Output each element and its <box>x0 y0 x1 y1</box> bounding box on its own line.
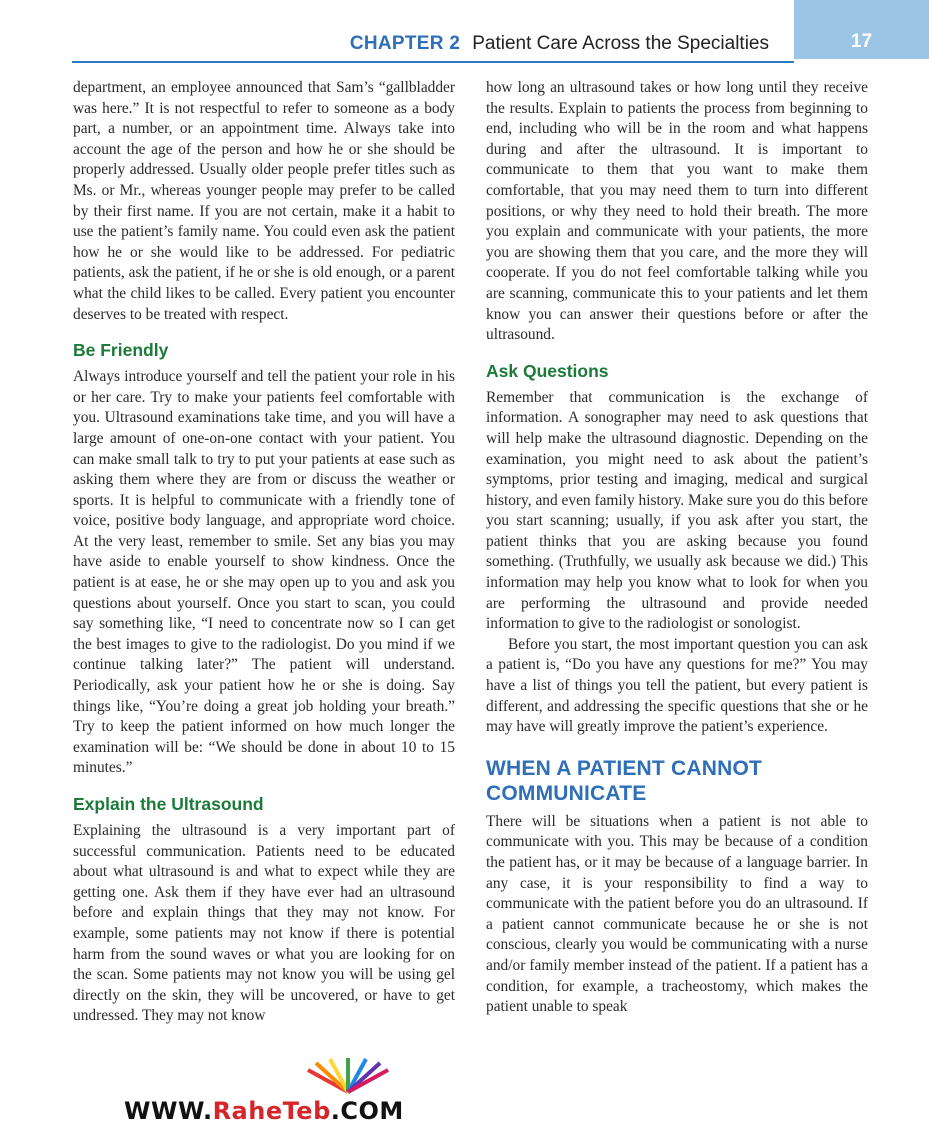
left-column <box>73 78 455 1027</box>
book-fan-icon <box>302 1058 394 1094</box>
watermark-brand: RaheTeb <box>212 1097 331 1125</box>
cannot-communicate-paragraph: There will be situations when a patient is not able to communicate with you. This may be because of a condition the patient has, or it may be because of a language barrier. In any case, it is your responsibility to find a way to communicate with the patient before you do an ultrasound. If a patient cannot communicate because he or she is not conscious, clearly you would be communicating with a nurse and/or family member instead of the patient. If a patient has a condition, for example, a tracheostomy, which makes the patient unable to speak <box>486 812 868 1016</box>
continued-paragraph: how long an ultrasound takes or how long until they receive the results. Explain to patients the process from beginning to end, including who will be in the room and what happens during and after the ultrasound. It is important to communicate to them that you want to make them comfortable, that you may need them to turn into different positions, or why they need to hold their breath. The more you explain and communicate with your patients, the more you are showing them that you care, and the more they will cooperate. If you do not feel comfortable talking while you are scanning, communicate this to your patients and let them know you can answer their questions before or after the ultrasound. <box>486 79 868 344</box>
page-number: 17 <box>850 31 873 52</box>
ask-questions-paragraph-1: Remember that communication is the exchange of information. A sonographer may need to ask questions that will help make the ultrasound diagnostic. Depending on the examination, you might need to ask about the patient’s symptoms, prior testing and imaging, medical and surgical history, and even family history. Make sure you do this before you start scanning; usually, if you ask after you start, the patient thinks that you are asking because you found something. (Truthfully, we usually ask because we did.) This information may help you know what to look for when you are performing the ultrasound and provide needed information to give to the radiologist or sonologist. <box>486 388 868 633</box>
explain-ultrasound-paragraph: Explaining the ultrasound is a very important part of successful communication. Patients need to be educated about what ultrasound is and what to expect while they are getting one. Ask them if they have ever had an ultrasound before and explain things that they may not know. For example, some patients may not know if there is potential harm from the sound waves or what you are looking for on the scan. Some patients may not know you will be using gel directly on the skin, they will be uncovered, or have to get undressed. They may not know <box>73 822 455 1025</box>
be-friendly-heading: Be Friendly <box>73 340 169 361</box>
watermark <box>124 1058 414 1138</box>
chapter-title: Patient Care Across the Specialties <box>472 33 769 54</box>
running-header <box>350 33 769 55</box>
chapter-label: CHAPTER 2 <box>349 33 461 54</box>
watermark-prefix: WWW. <box>124 1097 213 1125</box>
ask-questions-paragraph-2: Before you start, the most important question you can ask a patient is, “Do you have any questions for me?” You may have a list of things you tell the patient, but every patient is different, and addressing the specific questions that she or he may have will greatly improve the patient’s experience. <box>486 635 868 736</box>
watermark-text <box>124 1096 404 1126</box>
right-column <box>486 78 868 1018</box>
page-number-tab <box>794 0 929 59</box>
explain-ultrasound-heading: Explain the Ultrasound <box>73 794 264 814</box>
watermark-suffix: .COM <box>330 1097 404 1125</box>
cannot-communicate-heading-line2: COMMUNICATE <box>486 781 647 805</box>
intro-paragraph: department, an employee announced that Sam’s “gallbladder was here.” It is not respectful to refer to someone as a body part, a number, or an appointment time. Always take into account the age of the person and how he or she should be properly addressed. Usually older people prefer titles such as Ms. or Mr., whereas younger people may prefer to be called by their first name. If you are not certain, make it a habit to use the patient’s family name. You could even ask the patient how he or she would like to be addressed. For pediatric patients, ask the patient, if he or she is old enough, or a parent what the child likes to be called. Every patient you encounter deserves to be treated with respect. <box>73 79 455 323</box>
header-rule <box>72 61 794 63</box>
ask-questions-heading: Ask Questions <box>486 360 609 381</box>
cannot-communicate-heading <box>486 756 868 806</box>
cannot-communicate-heading-line1: WHEN A PATIENT CANNOT <box>486 756 763 780</box>
be-friendly-paragraph: Always introduce yourself and tell the patient your role in his or her care. Try to make your patients feel comfortable with you. Ultrasound examinations take time, and you will have a large amount of one-on-one contact with your patient. You can make small talk to try to put your patients at ease such as asking them where they are from or discuss the weather or sports. It is helpful to communicate with a friendly tone of voice, positive body language, and appropriate word choice. At the very least, remember to smile. Set any bias you may have aside to enable yourself to show kindness. Once the patient is at ease, he or she may open up to you and ask you questions about yourself. Once you start to scan, you could say something like, “I need to concentrate now so I can get the best images to give to the radiologist. Do you mind if we continue talking later?” The patient will understand. Periodically, ask your patient how he or she is doing. Say things like, “You’re doing a great job holding your breath.” Try to keep the patient informed on how much longer the examination will be: “We should be done in about 10 to 15 minutes.” <box>73 368 455 777</box>
